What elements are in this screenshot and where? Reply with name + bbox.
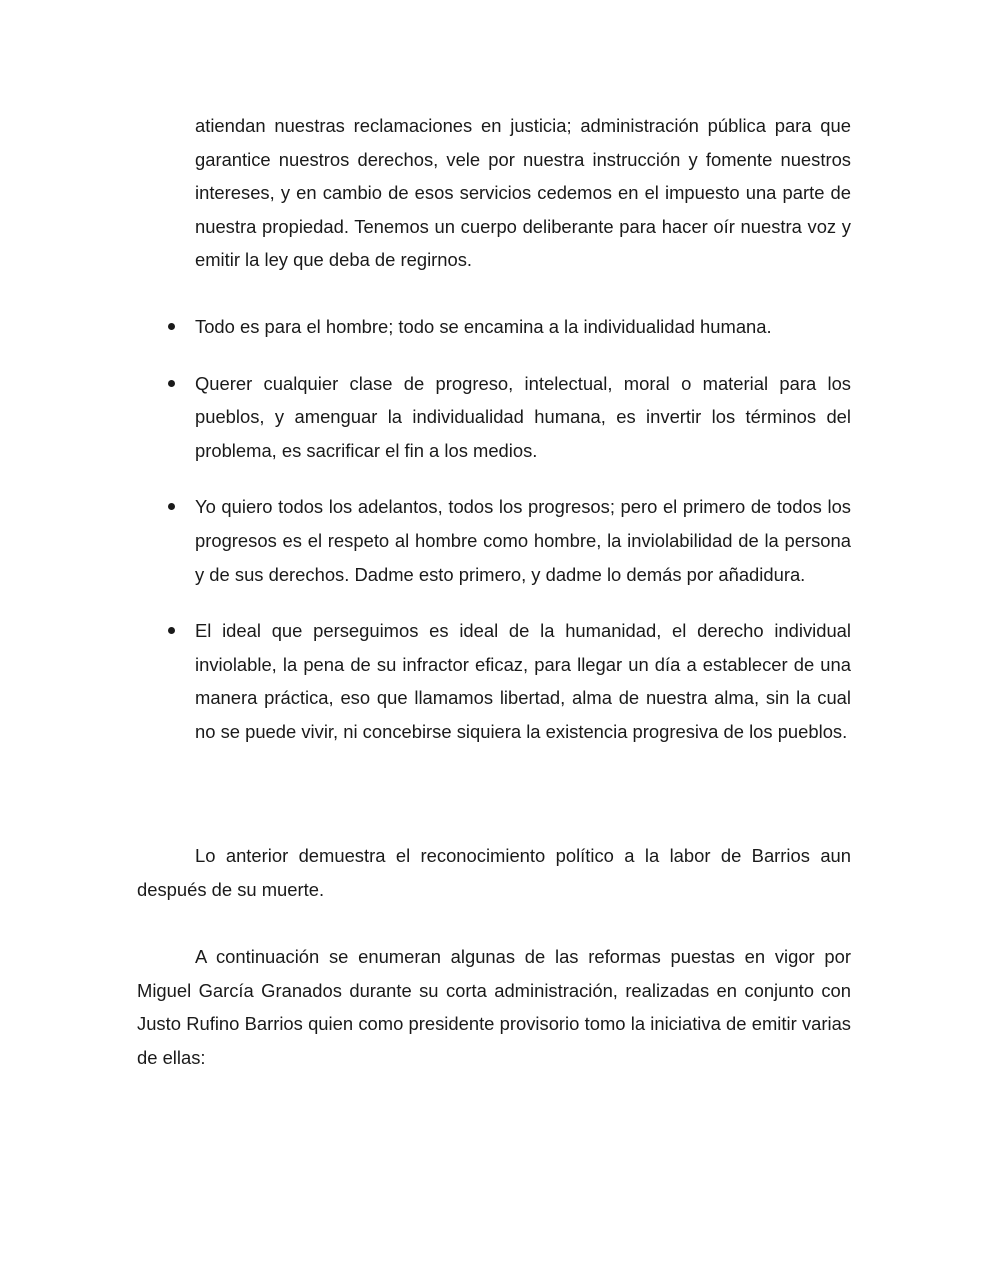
bullet-icon xyxy=(168,323,175,330)
quote-bullet-list xyxy=(137,310,851,772)
quote-continuation: atiendan nuestras reclamaciones en justicia; administración pública para que garantice nuestros derechos, vele por nuestra instrucción y fomente nuestros intereses, y en cambio de esos servicios cedemos en el impuesto una parte de nuestra propiedad. Tenemos un cuerpo deliberante para hacer oír nuestra voz y emitir la ley que deba de regirnos. xyxy=(195,115,851,271)
list-item xyxy=(137,614,851,748)
bullet-icon xyxy=(168,380,175,387)
list-item xyxy=(137,310,851,344)
body-paragraph-recognition: Lo anterior demuestra el reconocimiento político a la labor de Barrios aun después de su muerte. xyxy=(137,845,851,900)
list-item xyxy=(137,367,851,468)
list-item-text: Todo es para el hombre; todo se encamina a la individualidad humana. xyxy=(195,316,772,337)
bullet-icon xyxy=(168,503,175,510)
list-item-text: Querer cualquier clase de progreso, intelectual, moral o material para los pueblos, y amenguar la individualidad humana, es invertir los términos del problema, es sacrificar el fin a los medios. xyxy=(195,372,851,461)
bullet-icon xyxy=(168,627,175,634)
body-paragraph-reforms: A continuación se enumeran algunas de las reformas puestas en vigor por Miguel García Granados durante su corta administración, realizadas en conjunto con Justo Rufino Barrios quien como presidente provisorio tomo la iniciativa de emitir varias de ellas: xyxy=(137,946,851,1068)
list-item-text: El ideal que perseguimos es ideal de la humanidad, el derecho individual inviolable, la pena de su infractor eficaz, para llegar un día a establecer de una manera práctica, eso que llamamos libertad, alma de nuestra alma, sin la cual no se puede vivir, ni concebirse siquiera la existencia progresiva de los pueblos. xyxy=(195,620,851,742)
list-item-text: Yo quiero todos los adelantos, todos los progresos; pero el primero de todos los progresos es el respeto al hombre como hombre, la inviolabilidad de la persona y de sus derechos. Dadme esto primero, y dadme lo demás por añadidura. xyxy=(195,496,851,585)
list-item xyxy=(137,490,851,591)
